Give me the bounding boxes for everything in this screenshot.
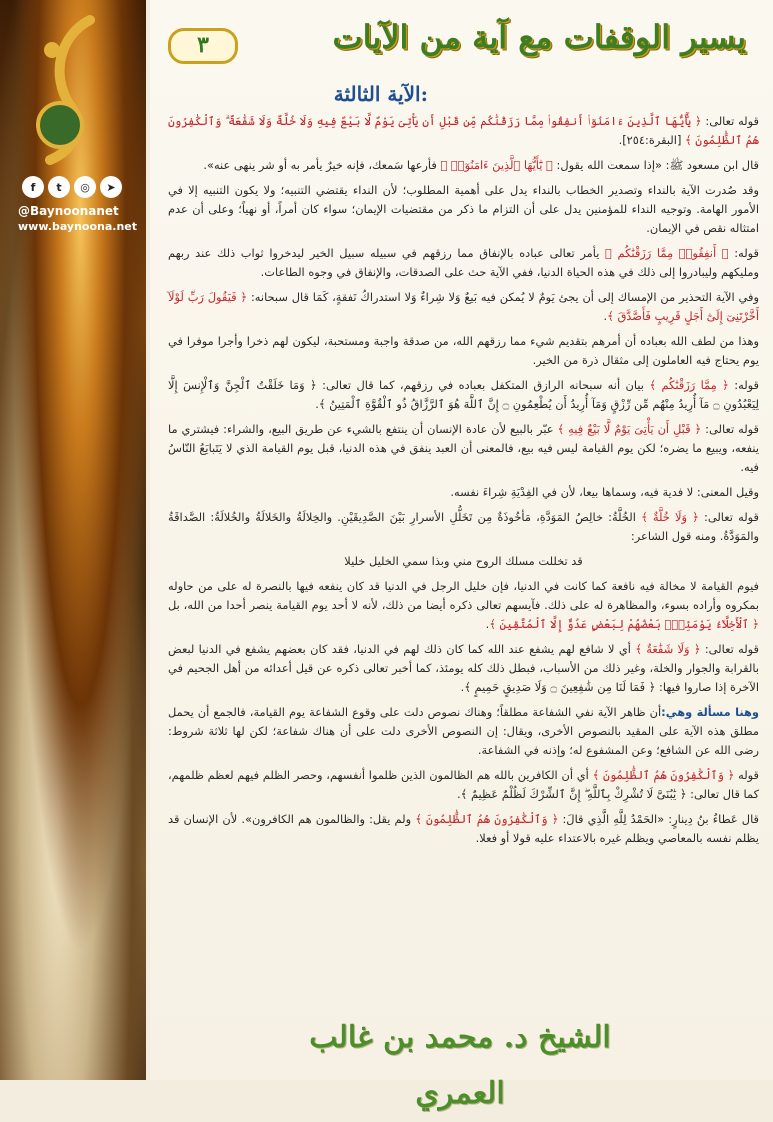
- page-title: يسير الوقفات مع آية من الآيات: [332, 18, 746, 56]
- telegram-icon[interactable]: ➤: [100, 176, 122, 198]
- paragraph: وهنا مسألة وهي:أن ظاهر الآية نفي الشفاعة مطلقاً؛ وهناك نصوص دلت على وقوع الشفاعة يوم القيامة، فالجمع أن يحمل مطلق هذه الآية على المقيد بالنصوص الأخرى، ويقال: إن النصوص الأخرى دلت على أن هناك شفاعة؛ لكن لها ثلاثة شروط: رضى الله عن الشافع؛ وعن المشفوع له؛ وإذنه في الشفاعة.: [168, 705, 759, 757]
- paragraph: قال عَطاءُ بنُ دِينارٍ: «الحَمْدُ لِلَّهِ الَّذِي قالَ: ﴿ وَٱلْكَٰفِرُونَ هُمُ ٱلظَّٰلِمُونَ ﴾ ولم يقل: والظالمون هم الكافرون». لأن الإنسان قد يظلم نفسه بالمعاصي ويظلم غيره بالاعتداء عليه قولا أو فعلا.: [168, 812, 760, 845]
- paragraph: قوله: ﴿ مِمَّا رَزَقْنَٰكُم ﴾ بيان أنه سبحانه الرازق المتكفل بعباده في رزقهم، كما قال تعالى: ﴿ وَمَا خَلَقْتُ ٱلْجِنَّ وَٱلْإِنسَ إِلَّا لِيَعْبُدُونِ ۝ مَآ أُرِيدُ مِنْهُم مِّن رِّزْقٍ وَمَآ أُرِيدُ أَن يُطْعِمُونِ ۝ إِنَّ ٱللَّهَ هُوَ ٱلرَّزَّاقُ ذُو ٱلْقُوَّةِ ٱلْمَتِينُ ﴾.: [168, 378, 759, 411]
- quran-verse: ﴿ يَٰٓأَيُّهَا ٱلَّذِينَ ءَامَنُوٓا۟ أَنفِقُوا۟ مِمَّا رَزَقْنَٰكُم مِّن قَبْلِ أَن يَأْتِىَ يَوْمٌ لَّا بَيْعٌ فِيهِ وَلَا خُلَّةٌ وَلَا شَفَٰعَةٌ ۗ وَٱلْكَٰفِرُونَ هُمُ ٱلظَّٰلِمُونَ ﴾: [168, 114, 759, 147]
- page-number-badge: ٣: [168, 28, 238, 64]
- instagram-icon[interactable]: ◎: [74, 176, 96, 198]
- quran-verse: ﴿ مِمَّا رَزَقْنَٰكُم ﴾: [649, 378, 729, 392]
- paragraph: قوله تعالى: ﴿ وَلَا شَفَٰعَةٌ ﴾ أي لا شافع لهم يشفع عند الله كما كان ذلك لهم في الدنيا، فقد كان بعضهم يشفع في الدنيا لبعض بالقرابة والجوار والخلة، وغير ذلك من الأسباب، فبطل ذلك كله يومئذ، كما أخبر تعالى ذكره عن قيل أعدائه من أهل الجحيم في الآخرة إذا صاروا فيها: ﴿ فَمَا لَنَا مِن شَٰفِعِينَ ۝ وَلَا صَدِيقٍ حَمِيمٍ ﴾.: [168, 642, 759, 694]
- paragraph: وهذا من لطف الله بعباده أن أمرهم بتقديم شيء مما رزقهم الله، من صدقة واجبة ومستحبة، ليكون لهم ذخرا وأجرا موفرا في يوم يحتاج فيه العاملون إلى مثقال ذرة من الخير.: [168, 334, 759, 367]
- paragraph: فيوم القيامة لا مخالة فيه نافعة كما كانت في الدنيا، فإن خليل الرجل في الدنيا قد كان ينفعه فيها بالنصرة له على من حاوله بمكروه وأراده بسوء، والمظاهرة له على ذلك. فآيسهم تعالى ذكره أيضا من ذلك، لأنه لا أحد يوم القيامة ينصر أحدا من الله، بل ﴿ ٱلْأَخِلَّآءُ يَوْمَئِذٍۭ بَعْضُهُمْ لِبَعْضٍ عَدُوٌّ إِلَّا ٱلْمُتَّقِينَ ﴾.: [168, 579, 759, 631]
- paragraph: قوله تعالى: ﴿ يَٰٓأَيُّهَا ٱلَّذِينَ ءَامَنُوٓا۟ أَنفِقُوا۟ مِمَّا رَزَقْنَٰكُم مِّن قَبْلِ أَن يَأْتِىَ يَوْمٌ لَّا بَيْعٌ فِيهِ وَلَا خُلَّةٌ وَلَا شَفَٰعَةٌ ۗ وَٱلْكَٰفِرُونَ هُمُ ٱلظَّٰلِمُونَ ﴾ [البقرة:٢٥٤].: [168, 114, 759, 147]
- paragraph: قوله تعالى: ﴿ قَبْلِ أَن يَأْتِىَ يَوْمٌ لَّا بَيْعٌ فِيهِ ﴾ عبّر بالبيع لأن عادة الإنسان أن ينتفع بالشيء عن طريق البيع، والشراء: فيشتري ما ينفعه، ويبيع ما يضره؛ لكن يوم القيامة ليس فيه بيع، فالمعنى أن العبد ينفق في هذه الدنيا، قبل يوم القيامة الذي لا يَتَبايَعُ النّاسُ فيه.: [168, 422, 759, 474]
- article-body: [168, 112, 759, 854]
- baynoona-logo: [30, 15, 116, 165]
- twitter-icon[interactable]: t: [48, 176, 70, 198]
- verse-heading: الآية الثالثة:: [333, 82, 428, 106]
- social-icons: [22, 176, 122, 198]
- website-url[interactable]: www.baynoona.net: [18, 220, 138, 233]
- quran-verse: ﴿ يَٰٓأَيُّهَا ٱلَّذِينَ ءَامَنُوٓا۟ ﴾: [440, 158, 553, 172]
- paragraph: قوله تعالى: ﴿ وَلَا خُلَّةٌ ﴾ الخُلَّةُ: خالِصُ المَوَدَّةِ، مَأخُوذَةٌ مِن تَخَلُّلِ الأسرارِ بَيْنَ الصَّدِيقَيْنِ. والخِلالَةُ والخَلالَةُ والخُلالَةُ: الصَّداقَةُ والمَوَدَّةُ. ومنه قول الشاعر:: [168, 510, 760, 543]
- decorative-side-panel: [0, 0, 146, 1080]
- poem-verse: قد تخللت مسلك الروح مني وبذا سمي الخليل خليلا: [344, 554, 583, 568]
- paragraph: وفي الآية التحذير من الإمساك إلى أن يجئ يَومٌ لا يُمكن فيه بَيعٌ وَلا شِراءٌ وَلا استدراكُ نَفقةٍ، كَمَا قال سبحانه: ﴿ فَيَقُولَ رَبِّ لَوْلَآ أَخَّرْتَنِىٓ إِلَىٰٓ أَجَلٍ قَرِيبٍ فَأَصَّدَّقَ ﴾.: [168, 290, 759, 323]
- quran-verse: ﴿ فَيَقُولَ رَبِّ لَوْلَآ أَخَّرْتَنِىٓ إِلَىٰٓ أَجَلٍ قَرِيبٍ فَأَصَّدَّقَ ﴾: [168, 290, 759, 323]
- quran-verse: ﴿ ٱلْأَخِلَّآءُ يَوْمَئِذٍۭ بَعْضُهُمْ لِبَعْضٍ عَدُوٌّ إِلَّا ٱلْمُتَّقِينَ ﴾: [489, 617, 759, 631]
- paragraph: قال ابن مسعود ﷺ: «إذا سمعت الله يقول: ﴿ يَٰٓأَيُّهَا ٱلَّذِينَ ءَامَنُوٓا۟ ﴾ فأرعها سَمعك، فإنه خيرٌ يأمر به أو شر ينهى عنه».: [203, 158, 759, 172]
- paragraph: وقد صُدرت الآية بالنداء وتصدير الخطاب بالنداء يدل على أهمية المطلوب؛ لأن النداء يقتضي التنبيه؛ ولا يكون التنبيه إلا في الأمور الهامة. وتوجيه النداء للمؤمنين يدل على أن التزام ما ذكر من مقتضيات الإيمان؛ سواء كان أمراً، أو نهياً؛ وعلى أن عدم امتثاله نقص في الإيمان.: [168, 183, 759, 235]
- quran-verse: ﴿ وَٱلْكَٰفِرُونَ هُمُ ٱلظَّٰلِمُونَ ﴾: [415, 812, 559, 826]
- facebook-icon[interactable]: f: [22, 176, 44, 198]
- paragraph: قوله: ﴿ أَنفِقُوا۟ مِمَّا رَزَقْنَٰكُم ﴾ يأمر تعالى عباده بالإنفاق مما رزقهم في سبيله سبيل الخير ليدخروا ثواب ذلك عند ربهم ومليكهم وليبادروا إلى ذلك في هذه الحياة الدنيا، ففي الآية حث على الصدقات، والإنفاق في وجوه الطاعات.: [168, 246, 759, 279]
- quran-verse: ﴿ وَلَا شَفَٰعَةٌ ﴾: [635, 642, 701, 656]
- quran-verse: ﴿ وَلَا خُلَّةٌ ﴾: [641, 510, 699, 524]
- quran-verse: ﴿ قَبْلِ أَن يَأْتِىَ يَوْمٌ لَّا بَيْعٌ فِيهِ ﴾: [557, 422, 702, 436]
- issue-label: وهنا مسألة وهي:: [661, 705, 759, 719]
- quran-verse: ﴿ وَٱلْكَٰفِرُونَ هُمُ ٱلظَّٰلِمُونَ ﴾: [592, 768, 735, 782]
- paragraph: وقيل المعنى: لا فدية فيه، وسماها بيعا، لأن في الفِدْيَةِ شِراءَ نفسه.: [450, 485, 759, 499]
- page-header: [160, 12, 760, 72]
- quran-verse: ﴿ أَنفِقُوا۟ مِمَّا رَزَقْنَٰكُم ﴾: [605, 246, 729, 260]
- paragraph: قوله ﴿ وَٱلْكَٰفِرُونَ هُمُ ٱلظَّٰلِمُونَ ﴾ أي أن الكافرين بالله هم الظالمون الذين ظلموا أنفسهم، وحصر الظلم فيهم لعظم ظلمهم، كما قال تعالى: ﴿ يَٰبُنَىَّ لَا تُشْرِكْ بِٱللَّهِ ۖ إِنَّ ٱلشِّرْكَ لَظُلْمٌ عَظِيمٌ ﴾.: [168, 768, 759, 801]
- author-signature: الشيخ د. محمد بن غالب العمري: [309, 1020, 611, 1111]
- social-handle: @Baynoonanet: [18, 204, 119, 218]
